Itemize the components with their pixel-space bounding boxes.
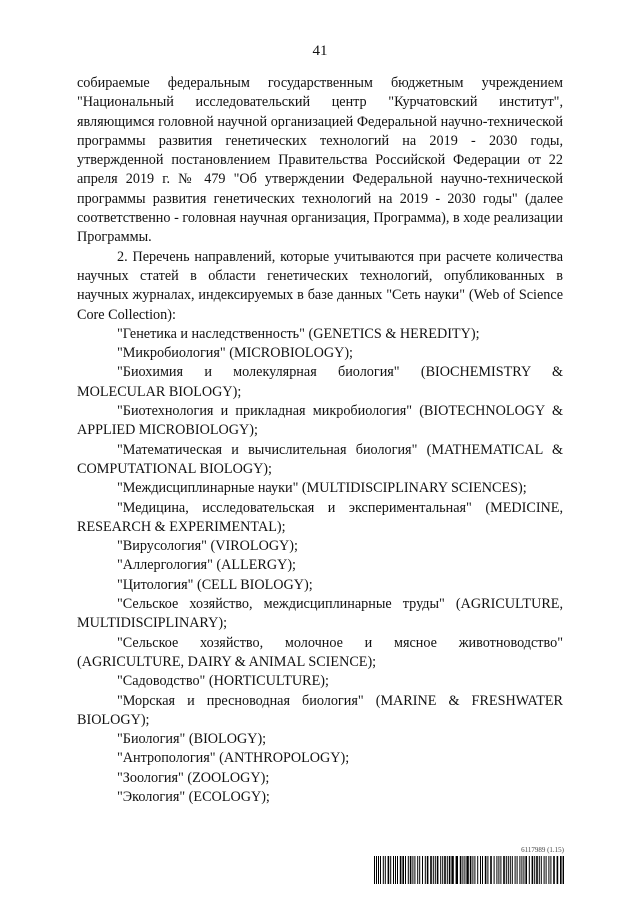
list-item: "Медицина, исследовательская и экспериментальная" (MEDICINE, RESEARCH & EXPERIMENTAL); bbox=[77, 499, 563, 535]
document-body bbox=[77, 74, 563, 807]
list-item: "Математическая и вычислительная биология" (MATHEMATICAL & COMPUTATIONAL BIOLOGY); bbox=[77, 441, 563, 477]
list-item: "Вирусология" (VIROLOGY); bbox=[117, 538, 298, 555]
barcode-block bbox=[374, 846, 564, 888]
list-item: "Зоология" (ZOOLOGY); bbox=[117, 769, 270, 786]
list-item: "Биотехнология и прикладная микробиология" (BIOTECHNOLOGY & APPLIED MICROBIOLOGY); bbox=[77, 403, 563, 439]
list-item: "Междисциплинарные науки" (MULTIDISCIPLINARY SCIENCES); bbox=[117, 480, 527, 497]
list-item: "Биохимия и молекулярная биология" (BIOCHEMISTRY & MOLECULAR BIOLOGY); bbox=[77, 364, 563, 400]
list-item: "Сельское хозяйство, междисциплинарные труды" (AGRICULTURE, MULTIDISCIPLINARY); bbox=[77, 596, 563, 632]
barcode-icon bbox=[374, 856, 564, 884]
list-item: "Антропология" (ANTHROPOLOGY); bbox=[117, 750, 350, 767]
paragraph-continuation: собираемые федеральным государственным бюджетным учреждением "Национальный исследовательский центр "Курчатовский институт", являющимся головной научной организацией Федеральной научно-технической программы развития генетических технологий на 2019 - 2030 годы, утвержденной постановлением Правительства Российской Федерации от 22 апреля 2019 г. № 479 "Об утверждении Федеральной научно-технической программы развития генетических технологий на 2019 - 2030 годы" (далее соответственно - головная научная организация, Программа), в ходе реализации Программы. bbox=[77, 75, 563, 246]
list-item: "Морская и пресноводная биология" (MARINE & FRESHWATER BIOLOGY); bbox=[77, 692, 563, 728]
list-item: "Аллергология" (ALLERGY); bbox=[117, 557, 296, 574]
page-number: 41 bbox=[312, 43, 328, 59]
list-item: "Садоводство" (HORTICULTURE); bbox=[117, 673, 329, 690]
barcode-caption: 6117989 (1.15) bbox=[521, 846, 564, 854]
list-item: "Сельское хозяйство, молочное и мясное животноводство" (AGRICULTURE, DAIRY & ANIMAL SCIENCE); bbox=[77, 634, 563, 670]
paragraph-list-intro: 2. Перечень направлений, которые учитываются при расчете количества научных статей в области генетических технологий, опубликованных в научных журналах, индексируемых в базе данных "Сеть науки" (Web of Science Core Collection): bbox=[77, 248, 563, 323]
list-item: "Экология" (ECOLOGY); bbox=[117, 788, 270, 805]
list-item: "Микробиология" (MICROBIOLOGY); bbox=[117, 345, 353, 362]
list-item: "Биология" (BIOLOGY); bbox=[117, 731, 267, 748]
list-item: "Цитология" (CELL BIOLOGY); bbox=[117, 576, 313, 593]
list-item: "Генетика и наследственность" (GENETICS & HEREDITY); bbox=[117, 325, 480, 342]
